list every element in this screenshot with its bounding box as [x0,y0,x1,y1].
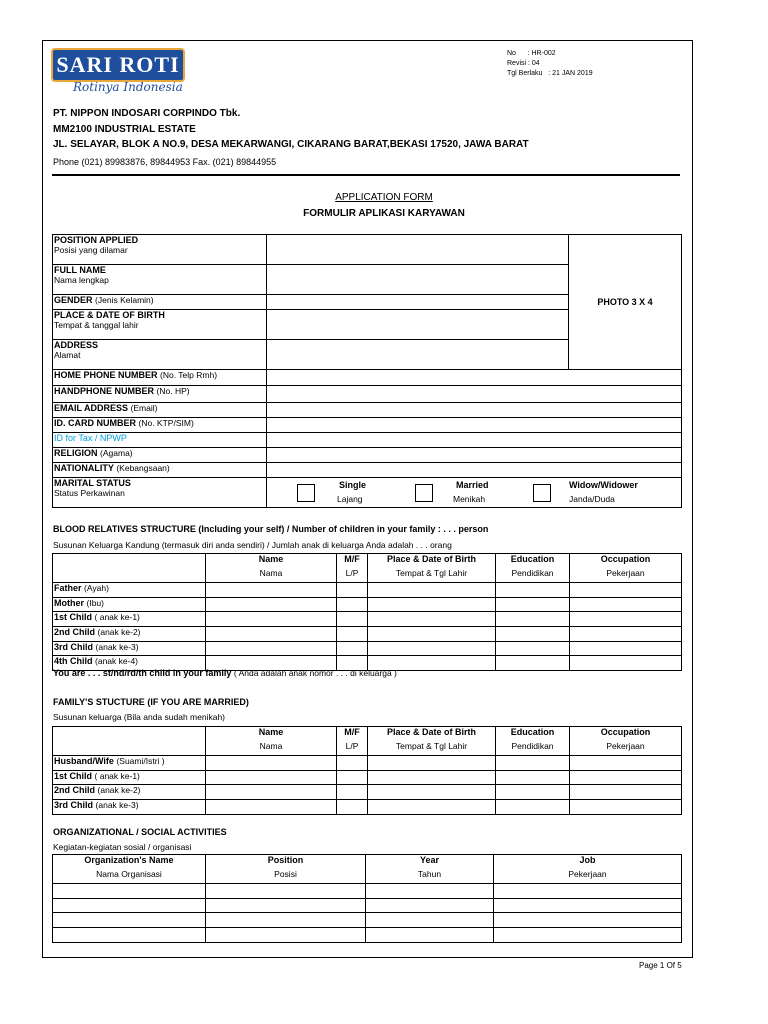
row-label: 4th Child (anak ke-4) [53,656,206,671]
header-pdob: Place & Date of Birth [368,727,496,742]
blood-section-title: BLOOD RELATIVES STRUCTURE (Including your self) / Number of children in your family : . . . person [53,524,489,534]
cell-input[interactable] [494,884,682,899]
page-number: Page 1 Of 5 [639,961,682,970]
logo-brand: SARI ROTI [56,52,180,77]
cell-input[interactable] [494,913,682,928]
cell-input[interactable] [337,799,368,814]
cell-input[interactable] [206,884,366,899]
religion-label: RELIGION (Agama) [53,448,267,463]
company-header [53,106,529,170]
table-row [53,785,682,800]
cell-input[interactable] [337,756,368,771]
company-logo [51,48,185,104]
cell-input[interactable] [496,656,570,671]
tax-field[interactable] [267,433,682,448]
row-label: Father (Ayah) [53,583,206,598]
cell-input[interactable] [337,626,368,641]
cell-input[interactable] [206,597,337,612]
header-name: Name [206,727,337,742]
single-checkbox[interactable] [297,484,315,502]
table-row [53,913,682,928]
gender-field[interactable] [267,295,569,310]
company-name: PT. NIPPON INDOSARI CORPINDO Tbk. [53,108,241,119]
row-label: 3rd Child (anak ke-3) [53,799,206,814]
header-education: Education [496,727,570,742]
married-sublabel: Menikah [453,494,486,504]
family-corner-sub [53,741,206,756]
header-mf-sub: L/P [337,741,368,756]
header-mf-sub: L/P [337,568,368,583]
cell-input[interactable] [368,799,496,814]
idcard-label: ID. CARD NUMBER (No. KTP/SIM) [53,418,267,433]
married-checkbox[interactable] [415,484,433,502]
table-row [53,884,682,899]
photo-box[interactable]: PHOTO 3 X 4 [569,235,682,370]
header-org-position-sub: Posisi [206,869,366,884]
cell-input[interactable] [496,785,570,800]
header-occupation-sub: Pekerjaan [570,568,682,583]
fullname-field[interactable] [267,265,569,295]
table-row [53,927,682,942]
row-label: 1st Child ( anak ke-1) [53,770,206,785]
cell-input[interactable] [368,597,496,612]
address-field[interactable] [267,340,569,370]
header-pdob-sub: Tempat & Tgl Lahir [368,741,496,756]
header-org-year-sub: Tahun [366,869,494,884]
cell-input[interactable] [570,785,682,800]
header-divider [52,174,680,176]
cell-input[interactable] [337,583,368,598]
single-label: Single [339,480,367,490]
header-org-job: Job [494,855,682,870]
cell-input[interactable] [368,626,496,641]
table-row [53,898,682,913]
cell-input[interactable] [570,597,682,612]
family-structure-table [52,726,682,815]
email-label: EMAIL ADDRESS (Email) [53,403,267,418]
cell-input[interactable] [496,770,570,785]
cell-input[interactable] [496,626,570,641]
nationality-field[interactable] [267,463,682,478]
organization-table [52,854,682,943]
blood-section-subtitle: Susunan Keluarga Kandung (termasuk diri anda sendiri) / Jumlah anak di keluarga Anda adalah . . . orang [53,540,452,550]
header-org-name-sub: Nama Organisasi [53,869,206,884]
doc-effective-date: Tgl Berlaku : 21 JAN 2019 [507,70,593,77]
company-phone: Phone (021) 89983876, 89844953 Fax. (021) 89844955 [53,156,277,167]
cell-input[interactable] [368,770,496,785]
cell-input[interactable] [53,884,206,899]
header-pdob: Place & Date of Birth [368,554,496,569]
religion-field[interactable] [267,448,682,463]
doc-revision: Revisi : 04 [507,60,540,67]
marital-options [267,478,682,508]
gender-label: GENDER (Jenis Kelamin) [53,295,267,310]
header-mf: M/F [337,727,368,742]
logo-tagline: Rotinya Indonesia [73,80,183,94]
handphone-field[interactable] [267,386,682,403]
table-row [53,626,682,641]
logo-badge [51,48,185,82]
table-row [53,583,682,598]
position-field[interactable] [267,235,569,265]
email-field[interactable] [267,403,682,418]
cell-input[interactable] [368,612,496,627]
row-label: 3rd Child (anak ke-3) [53,641,206,656]
idcard-field[interactable] [267,418,682,433]
cell-input[interactable] [53,927,206,942]
row-label: Husband/Wife (Suami/Istri ) [53,756,206,771]
header-org-year: Year [366,855,494,870]
form-title: APPLICATION FORM [335,192,433,203]
cell-input[interactable] [496,799,570,814]
cell-input[interactable] [366,884,494,899]
header-occupation: Occupation [570,727,682,742]
header-education-sub: Pendidikan [496,741,570,756]
header-name: Name [206,554,337,569]
blood-corner-sub [53,568,206,583]
cell-input[interactable] [206,626,337,641]
cell-input[interactable] [368,756,496,771]
cell-input[interactable] [570,612,682,627]
cell-input[interactable] [206,799,337,814]
cell-input[interactable] [366,913,494,928]
header-org-name: Organization's Name [53,855,206,870]
org-section-subtitle: Kegiatan-kegiatan sosial / organisasi [53,842,192,852]
cell-input[interactable] [206,785,337,800]
cell-input[interactable] [570,799,682,814]
cell-input[interactable] [494,898,682,913]
cell-input[interactable] [570,756,682,771]
homephone-field[interactable] [267,370,682,386]
cell-input[interactable] [368,785,496,800]
nationality-label: NATIONALITY (Kebangsaan) [53,463,267,478]
document-info [507,49,593,79]
cell-input[interactable] [206,898,366,913]
header-org-position: Position [206,855,366,870]
cell-input[interactable] [206,612,337,627]
fullname-label: FULL NAME Nama lengkap [53,265,267,295]
cell-input[interactable] [570,641,682,656]
header-occupation: Occupation [570,554,682,569]
cell-input[interactable] [494,927,682,942]
row-label: 2nd Child (anak ke-2) [53,785,206,800]
cell-input[interactable] [496,583,570,598]
family-corner [53,727,206,742]
cell-input[interactable] [337,641,368,656]
header-education: Education [496,554,570,569]
cell-input[interactable] [368,641,496,656]
cell-input[interactable] [53,898,206,913]
child-order-line [53,668,397,678]
cell-input[interactable] [570,770,682,785]
header-org-job-sub: Pekerjaan [494,869,682,884]
position-label: POSITION APPLIED Posisi yang dilamar [53,235,267,265]
birth-label: PLACE & DATE OF BIRTH Tempat & tanggal lahir [53,310,267,340]
cell-input[interactable] [206,913,366,928]
table-row [53,597,682,612]
widow-label: Widow/Widower [569,480,638,490]
blood-relatives-table [52,553,682,671]
homephone-label: HOME PHONE NUMBER (No. Telp Rmh) [53,370,267,386]
cell-input[interactable] [206,583,337,598]
personal-data-table [52,234,682,508]
cell-input[interactable] [496,641,570,656]
company-estate: MM2100 INDUSTRIAL ESTATE [53,123,196,135]
table-row [53,756,682,771]
cell-input[interactable] [206,641,337,656]
row-label: 2nd Child (anak ke-2) [53,626,206,641]
doc-number: No : HR-002 [507,50,556,57]
cell-input[interactable] [337,597,368,612]
header-name-sub: Nama [206,568,337,583]
table-row [53,770,682,785]
table-row [53,612,682,627]
header-occupation-sub: Pekerjaan [570,741,682,756]
org-section-title: ORGANIZATIONAL / SOCIAL ACTIVITIES [53,827,227,837]
marital-label: MARITAL STATUS Status Perkawinan [53,478,267,508]
cell-input[interactable] [206,756,337,771]
cell-input[interactable] [496,612,570,627]
handphone-label: HANDPHONE NUMBER (No. HP) [53,386,267,403]
child-order-sub: ( Anda adalah anak nomor . . . di keluarga ) [233,668,397,678]
cell-input[interactable] [337,612,368,627]
header-name-sub: Nama [206,741,337,756]
birth-field[interactable] [267,310,569,340]
family-section-title: FAMILY'S STUCTURE (IF YOU ARE MARRIED) [53,697,249,707]
table-row [53,641,682,656]
row-label: 1st Child ( anak ke-1) [53,612,206,627]
cell-input[interactable] [496,597,570,612]
family-section-subtitle: Susunan keluarga (Bila anda sudah menikah) [53,712,226,722]
cell-input[interactable] [206,927,366,942]
form-subtitle: FORMULIR APLIKASI KARYAWAN [303,208,465,219]
cell-input[interactable] [337,770,368,785]
company-address: JL. SELAYAR, BLOK A NO.9, DESA MEKARWANGI, CIKARANG BARAT,BEKASI 17520, JAWA BARAT [53,139,529,150]
cell-input[interactable] [570,626,682,641]
cell-input[interactable] [366,898,494,913]
cell-input[interactable] [366,927,494,942]
cell-input[interactable] [496,756,570,771]
header-mf: M/F [337,554,368,569]
row-label: Mother (Ibu) [53,597,206,612]
blood-corner [53,554,206,569]
cell-input[interactable] [206,770,337,785]
address-label: ADDRESS Alamat [53,340,267,370]
cell-input[interactable] [570,583,682,598]
widow-checkbox[interactable] [533,484,551,502]
child-order-label: You are . . . st/nd/rd/th child in your family [53,668,232,678]
cell-input[interactable] [570,656,682,671]
married-label: Married [456,480,489,490]
widow-sublabel: Janda/Duda [569,494,615,504]
cell-input[interactable] [53,913,206,928]
header-pdob-sub: Tempat & Tgl Lahir [368,568,496,583]
cell-input[interactable] [337,785,368,800]
single-sublabel: Lajang [337,494,363,504]
cell-input[interactable] [368,583,496,598]
table-row [53,799,682,814]
header-education-sub: Pendidikan [496,568,570,583]
tax-label: ID for Tax / NPWP [53,433,267,448]
